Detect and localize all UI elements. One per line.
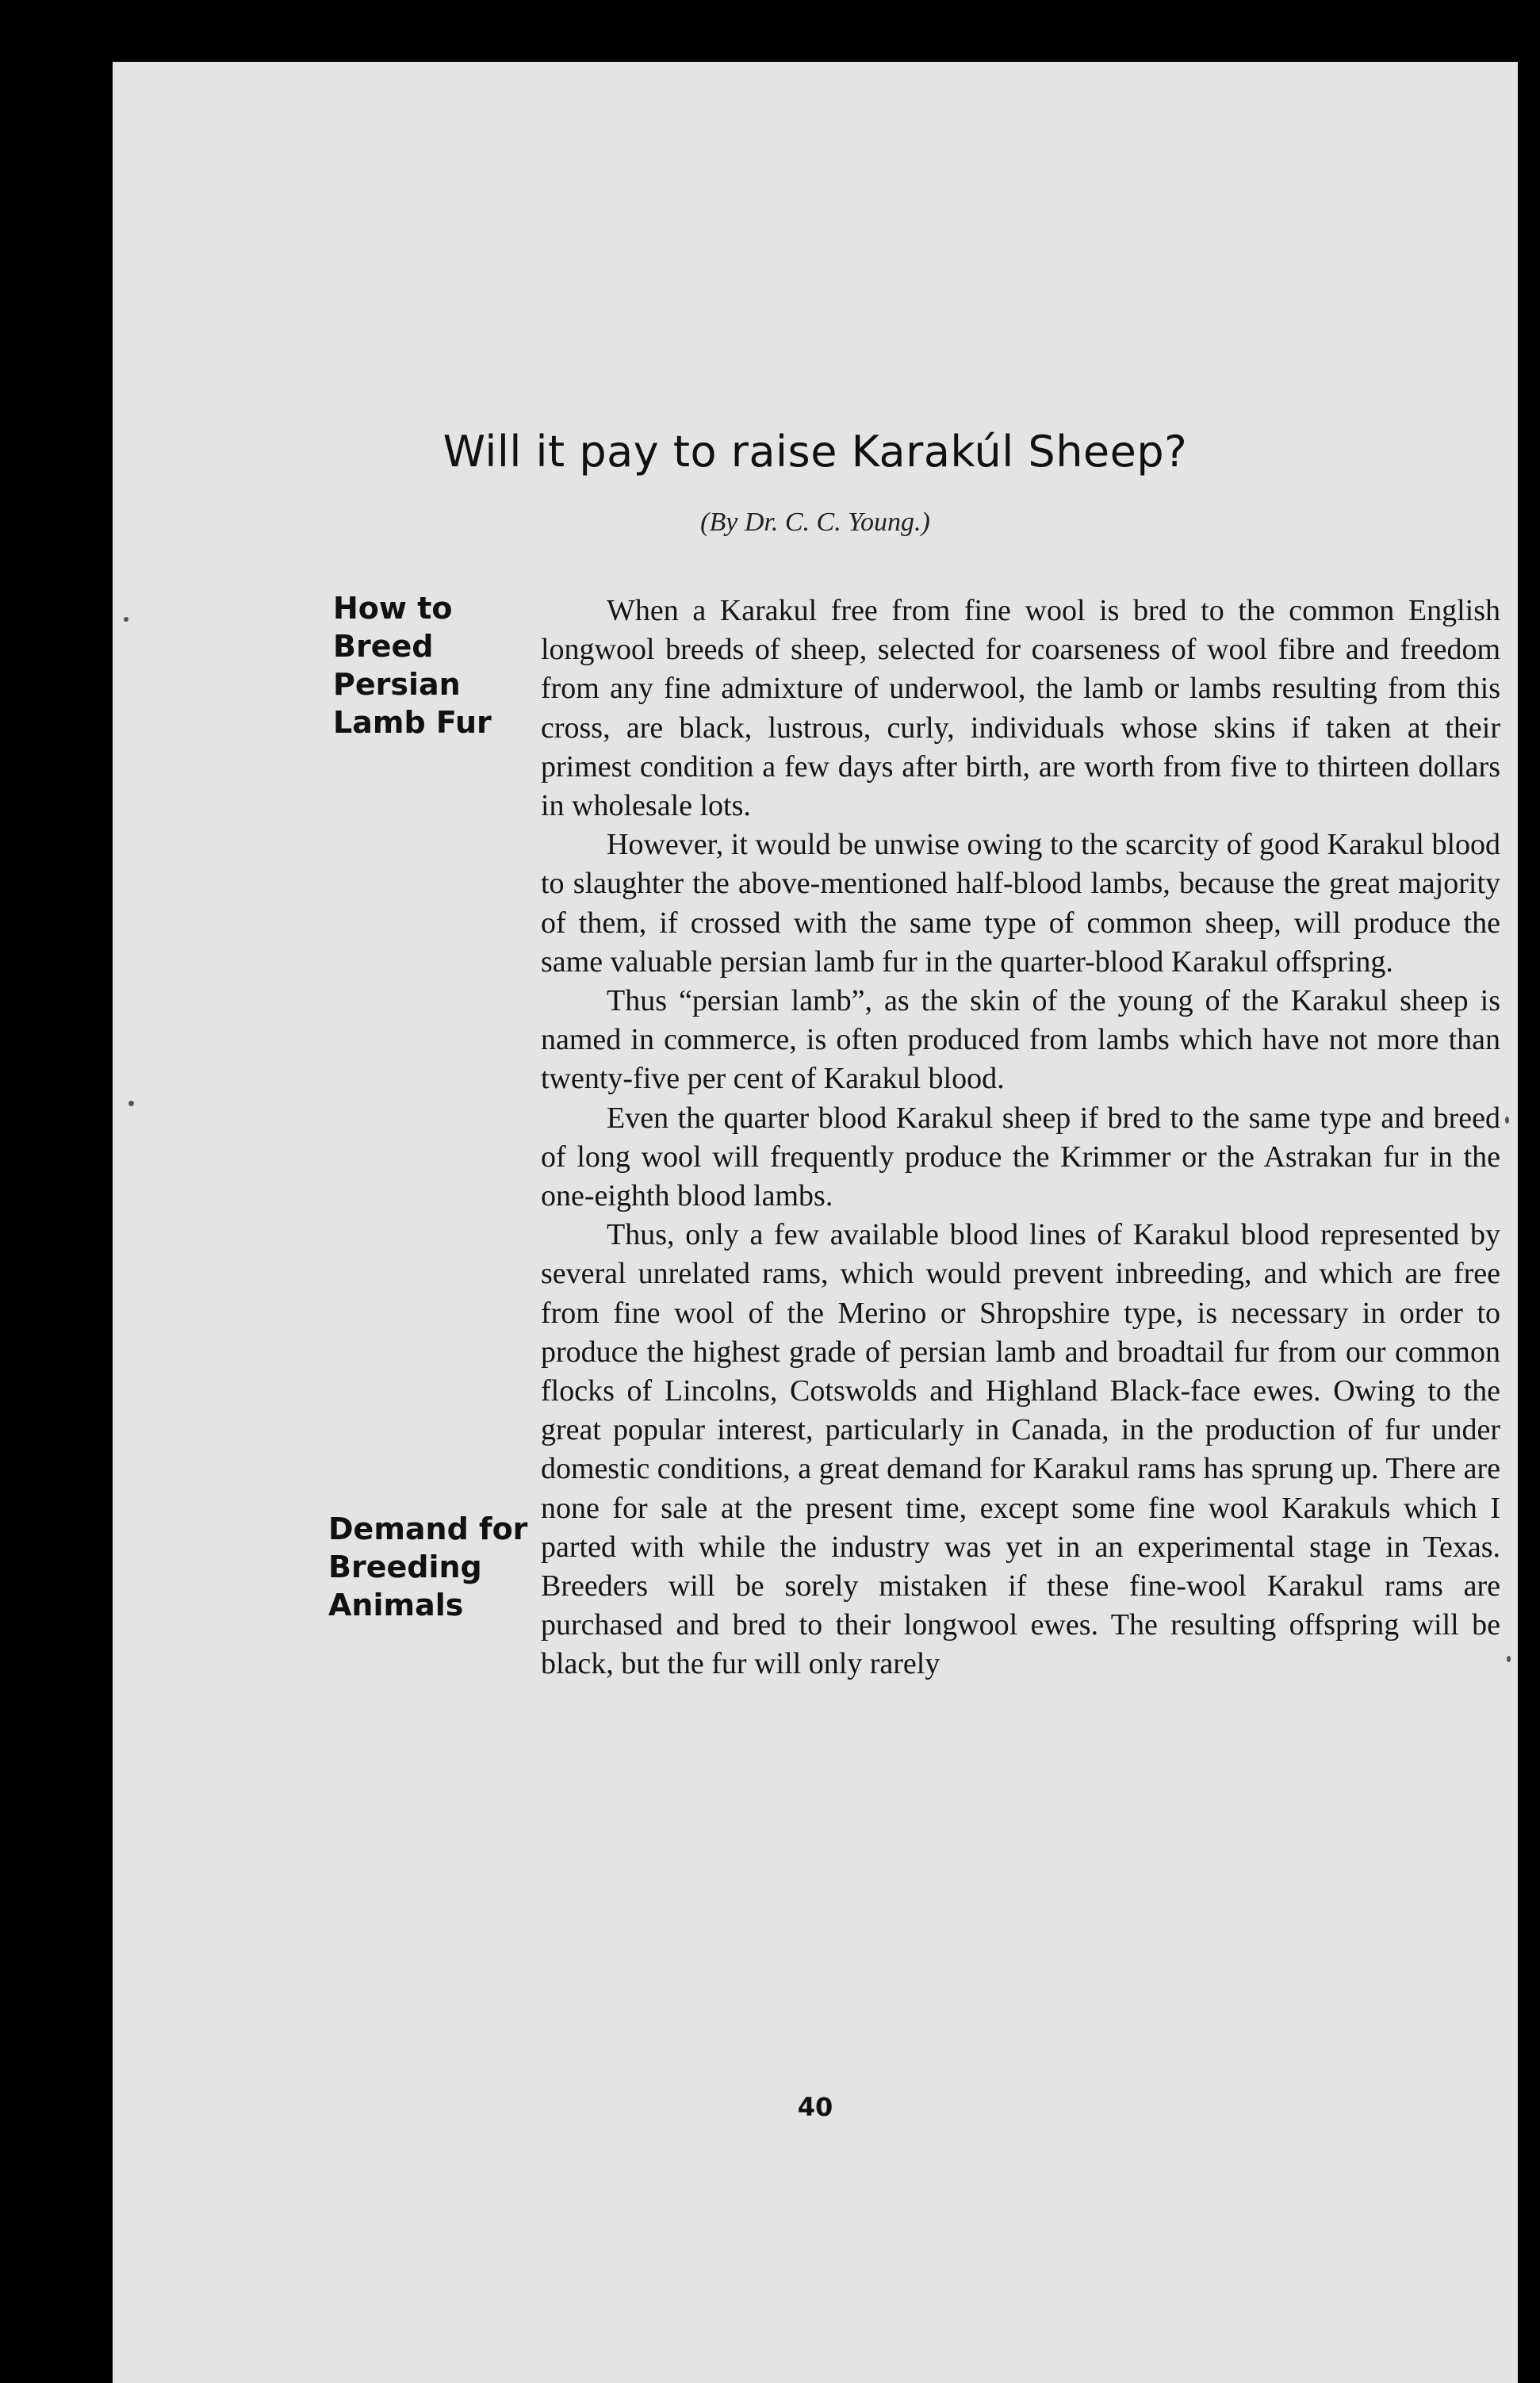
page-number: 40 xyxy=(797,2092,833,2122)
scan-speck xyxy=(1505,1117,1509,1124)
scan-speck xyxy=(124,617,128,622)
article-title: Will it pay to raise Karakúl Sheep? xyxy=(442,427,1188,477)
sidenote-line: Demand for xyxy=(328,1511,528,1546)
sidenote-line: How to xyxy=(333,591,453,626)
article-body xyxy=(541,592,1500,1684)
body-paragraph: However, it would be unwise owing to the scarcity of good Karakul blood to slaughter the above-mentioned half-blood lambs, because the great majority of them, if crossed with the same type of common sheep, will produce the same valuable persian lamb fur in the quarter-blood Karakul offspring. xyxy=(541,828,1500,979)
body-paragraph: Even the quarter blood Karakul sheep if bred to the same type and breed of long wool will frequently produce the Krimmer or the Astrakan fur in the one-eighth blood lambs. xyxy=(541,1101,1500,1213)
sidenote-demand-for-breeding xyxy=(328,1510,527,1624)
scanned-page xyxy=(113,62,1518,2383)
sidenote-line: Animals xyxy=(328,1588,464,1623)
article-byline: (By Dr. C. C. Young.) xyxy=(700,508,930,537)
sidenote-how-to-breed xyxy=(333,589,492,741)
sidenote-line: Breed xyxy=(333,629,434,664)
scan-speck xyxy=(1507,1656,1511,1662)
scan-speck xyxy=(128,1101,134,1106)
sidenote-line: Lamb Fur xyxy=(333,705,492,740)
sidenote-line: Breeding xyxy=(328,1550,482,1584)
body-paragraph: When a Karakul free from fine wool is bred to the common English longwool breeds of sheep, selected for coarseness of wool fibre and freedom from any fine admixture of underwool, the lamb or lambs resulting from this cross, are black, lustrous, curly, individuals whose skins if taken at their primest condition a few days after birth, are worth from five to thirteen dollars in wholesale lots. xyxy=(541,594,1500,823)
sidenote-line: Persian xyxy=(333,667,461,702)
body-paragraph: Thus, only a few available blood lines of Karakul blood represented by several unrelated rams, which would prevent inbreeding, and which are free from fine wool of the Merino or Shropshire type, is necessary in order to produce the highest grade of persian lamb and broadtail fur from our common flocks of Lincolns, Cotswolds and Highland Black-face ewes. Owing to the great popular interest, particularly in Canada, in the production of fur under domestic conditions, a great demand for Karakul rams has sprung up. There are none for sale at the present time, except some fine wool Karakuls which I parted with while the industry was yet in an experimental stage in Texas. Breeders will be sorely mistaken if these fine-wool Karakul rams are purchased and bred to their longwool ewes. The resulting offspring will be black, but the fur will only rarely xyxy=(541,1218,1500,1681)
body-paragraph: Thus “persian lamb”, as the skin of the young of the Karakul sheep is named in commerce, is often produced from lambs which have not more than twenty-five per cent of Karakul blood. xyxy=(541,984,1500,1096)
